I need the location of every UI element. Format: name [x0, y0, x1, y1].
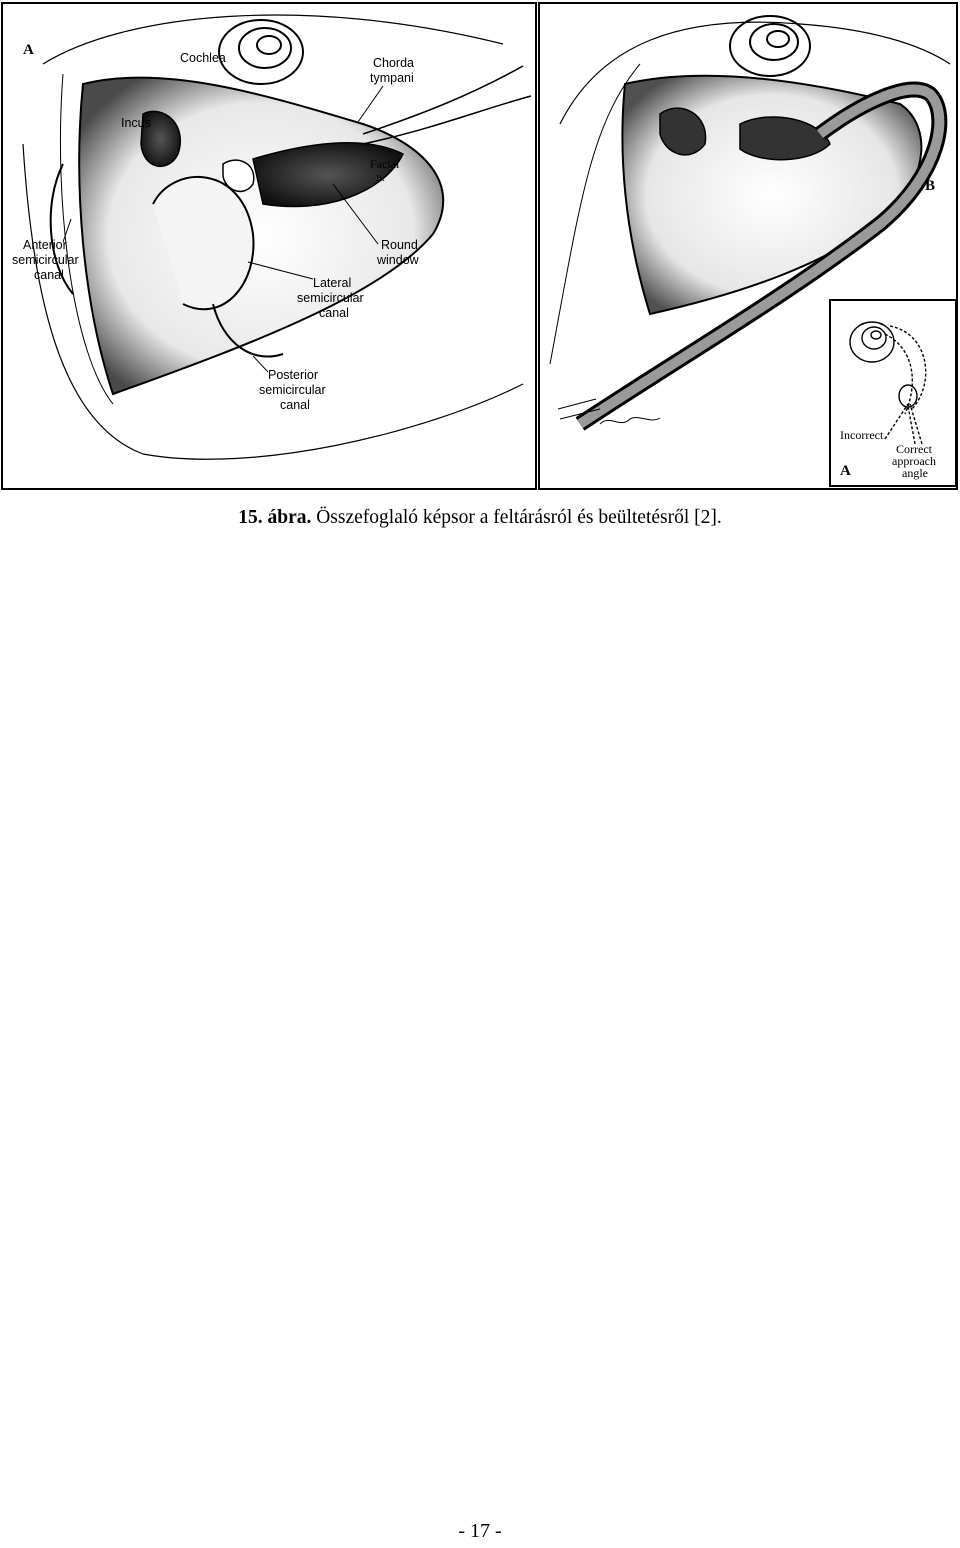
page-number: - 17 - — [458, 1520, 502, 1542]
label-posterior-2: semicircular — [259, 383, 326, 397]
figure-panel-a — [1, 2, 537, 490]
inset-letter: A — [840, 463, 851, 479]
electrode-insertion-illustration — [540, 4, 958, 490]
label-chorda-1: Chorda — [373, 56, 414, 70]
label-anterior-3: canal — [34, 268, 64, 282]
label-cochlea: Cochlea — [180, 51, 226, 65]
label-lateral-2: semicircular — [297, 291, 364, 305]
label-round-1: Round — [381, 238, 418, 252]
figure-panel-b — [538, 2, 958, 490]
inset-label-correct-3: angle — [902, 466, 928, 480]
approach-angle-inset — [830, 300, 956, 486]
label-lateral-3: canal — [319, 306, 349, 320]
label-chorda-2: tympani — [370, 71, 414, 85]
label-posterior-1: Posterior — [268, 368, 319, 382]
figure-caption — [0, 505, 960, 531]
figure-caption-label: 15. ábra. — [238, 507, 312, 528]
label-posterior-3: canal — [280, 398, 310, 412]
label-facial-1: Facial — [370, 157, 400, 171]
label-anterior-2: semicircular — [12, 253, 79, 267]
ear-anatomy-illustration — [3, 4, 537, 490]
figure — [0, 2, 960, 492]
figure-caption-text: Összefoglaló képsor a feltárásról és beültetésről [2]. — [311, 507, 722, 528]
panel-a-letter: A — [23, 42, 34, 58]
inset-label-incorrect: Incorrect — [840, 428, 884, 442]
label-incus: Incus — [121, 116, 151, 130]
label-round-2: window — [377, 253, 419, 267]
panel-b-letter: B — [925, 178, 936, 194]
inset-label-correct-1: Correct — [896, 442, 932, 456]
label-anterior-1: Anterior — [23, 238, 67, 252]
label-facial-2: n. — [376, 170, 385, 184]
label-lateral-1: Lateral — [313, 276, 352, 290]
inset-label-correct-2: approach — [892, 454, 936, 468]
